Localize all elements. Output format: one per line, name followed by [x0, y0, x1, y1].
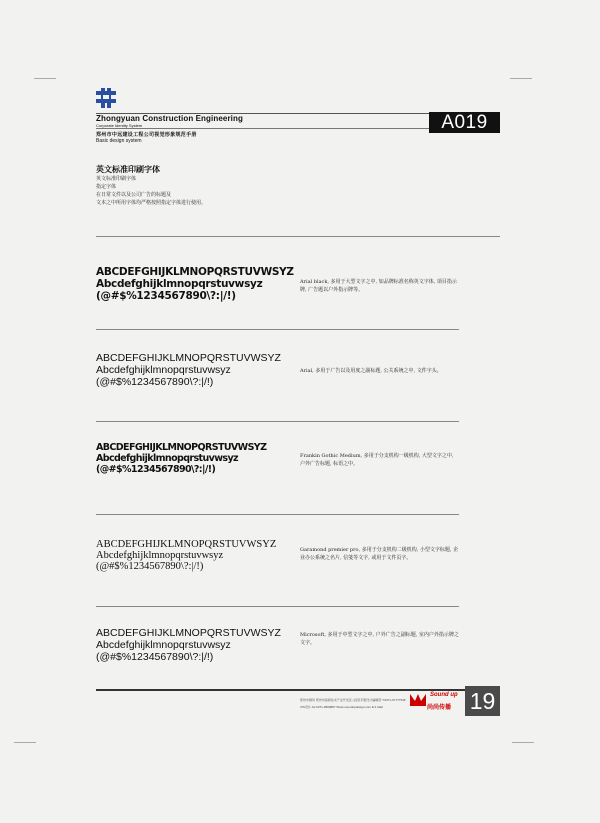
company-subtitle: Corporate Identity System — [96, 123, 143, 128]
crop-mark — [510, 78, 532, 79]
font-sample-franklin-gothic — [96, 442, 266, 475]
font-description: Arial, 多用于广告以及用度之副标题, 公关系统之中, 文件字头。 — [300, 368, 442, 374]
company-logo-icon — [96, 88, 116, 108]
font-description: Garamond premier pro, 多用于分支机构二级机构, 小型文字标题, 企业办公系统之名片, 信笺等文字, 或用于文件页字。 — [300, 547, 459, 561]
crop-mark — [512, 742, 534, 743]
page-code-badge: A019 — [429, 112, 500, 133]
sample-uppercase: ABCDEFGHIJKLMNOPQRSTUVWSYZ — [96, 539, 277, 550]
section-line: 英文标准印刷字体 — [96, 176, 137, 182]
soundup-logo-icon — [410, 692, 426, 706]
sample-uppercase: ABCDEFGHIJKLMNOPQRSTUVWSYZ — [96, 442, 267, 453]
crop-mark — [34, 78, 56, 79]
company-name: Zhongyuan Construction Engineering — [96, 114, 243, 123]
footer-rule — [96, 689, 465, 691]
divider — [96, 329, 459, 330]
section-line: 在日常文件以及公司广告的标题及 — [96, 192, 172, 198]
font-description: Microsoft, 多用于中型文字之中, 户外广告之副标题, 室内户外指示牌之文字。 — [300, 632, 459, 646]
section-title: 英文标准印刷字体 — [96, 165, 160, 174]
sample-uppercase: ABCDEFGHIJKLMNOPQRSTUVWSYZ — [96, 266, 294, 278]
footer-contact: 郑州市顺风 郑州市高新技术产业开发区 | 投资手册设计编辑部 T:0371-67777548 — [300, 698, 406, 702]
font-sample-garamond — [96, 539, 276, 572]
sample-lowercase: Abcdefghijklmnopqrstuvwsyz — [96, 278, 263, 290]
font-sample-arial-black — [96, 266, 294, 302]
sample-uppercase: ABCDEFGHIJKLMNOPQRSTUVWSYZ — [96, 352, 281, 364]
footer-contact: VIS设计 Ad 0371-9999887 Www.soundupdesign.com E:1 Mail — [300, 705, 383, 709]
sample-lowercase: Abcdefghijklmnopqrstuvwsyz — [96, 364, 231, 376]
sample-lowercase: Abcdefghijklmnopqrstuvwsyz — [96, 639, 231, 651]
font-description: Arial black, 多用于大型文字之中, 如品牌标准名称英文字体, 项目指示牌, 广告题以户外指示牌等。 — [300, 279, 457, 293]
manual-title-cn: 郑州市中远建设工程公司视觉形象规范手册 — [96, 132, 197, 138]
divider — [96, 606, 459, 607]
sample-symbols: (@#$%1234567890\?:|/!) — [96, 376, 214, 388]
manual-title-en: Basic design system — [96, 138, 142, 144]
sample-symbols: (@#$%1234567890\?:|/!) — [96, 290, 236, 302]
sample-lowercase: Abcdefghijklmnopqrstuvwsyz — [96, 453, 238, 464]
page-number: 19 — [465, 686, 500, 716]
section-line: 文本之中所用字体均严格按照指定字体进行使用。 — [96, 200, 207, 206]
brand-name-en: Sound up — [430, 692, 458, 698]
brand-name-cn: 尚尚传播 — [427, 705, 452, 711]
section-line: 指定字体 — [96, 184, 117, 190]
font-sample-microsoft — [96, 627, 281, 663]
font-description: Frankin Gothic Medium, 多用于分支机构一级机构, 大型文字之中, 户外广告标题, 标语之中。 — [300, 453, 454, 467]
sample-symbols: (@#$%1234567890\?:|/!) — [96, 651, 214, 663]
sample-lowercase: Abcdefghijklmnopqrstuvwsyz — [96, 550, 224, 561]
sample-uppercase: ABCDEFGHIJKLMNOPQRSTUVWSYZ — [96, 627, 281, 639]
divider — [96, 236, 500, 237]
header-rule — [96, 128, 429, 129]
sample-symbols: (@#$%1234567890\?:|/!) — [96, 561, 204, 572]
crop-mark — [14, 742, 36, 743]
divider — [96, 514, 459, 515]
sample-symbols: (@#$%1234567890\?:|/!) — [96, 464, 216, 475]
font-sample-arial — [96, 352, 281, 388]
divider — [96, 421, 459, 422]
